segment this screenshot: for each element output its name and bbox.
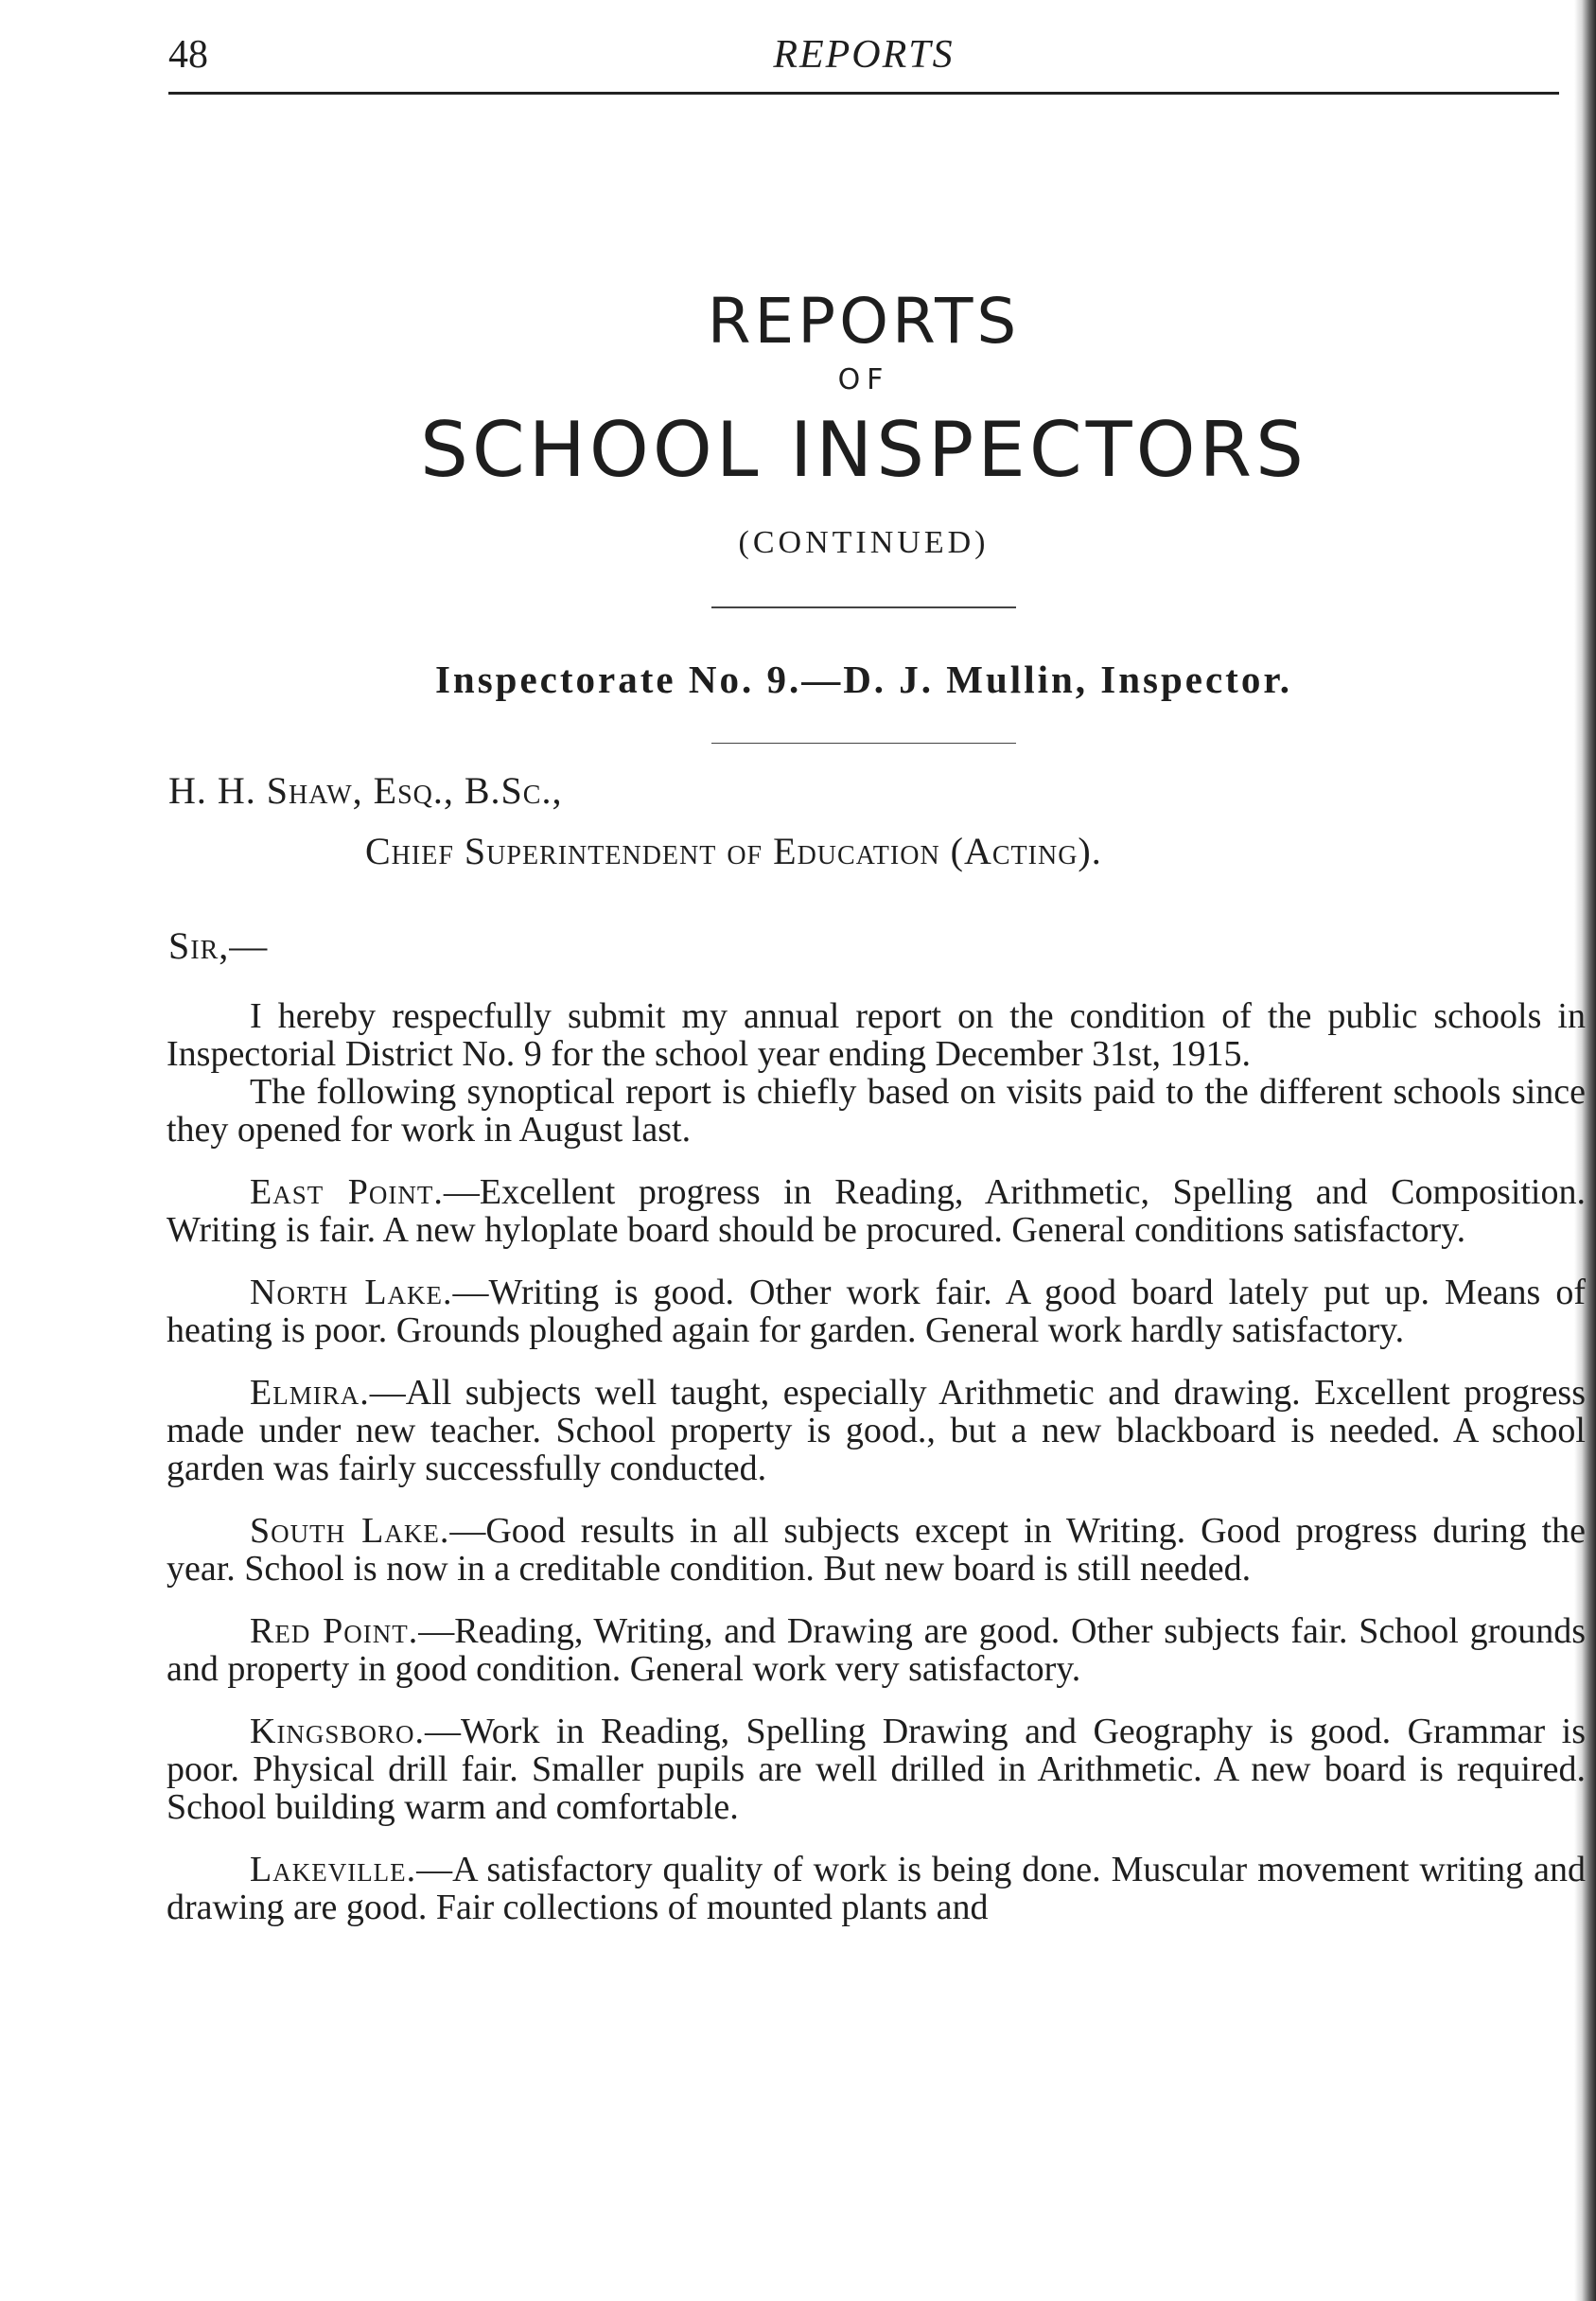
school-report: —Excellent progress in Reading, Arithmetic, Spelling and Composition. Writing is fair. A new hyloplate board should be procured. General conditions satisfactory.	[167, 1172, 1586, 1250]
school-name: Lakeville.	[250, 1850, 417, 1889]
school-entry-red-point	[167, 1612, 1586, 1688]
school-report: —Reading, Writing, and Drawing are good. Other subjects fair. School grounds and property in good condition. General work very satisfactory.	[167, 1611, 1587, 1689]
school-name: North Lake.	[250, 1273, 453, 1312]
school-report: —Work in Reading, Spelling Drawing and Geography is good. Grammar is poor. Physical drill fair. Smaller pupils are well drilled in Arithmetic. A new board is required. School building warm and comfortable.	[167, 1712, 1586, 1827]
inspectorate-heading: Inspectorate No. 9.—D. J. Mullin, Inspector.	[434, 658, 1293, 701]
school-report: —Good results in all subjects except in Writing. Good progress during the year. School is now in a creditable condition. But new board is still needed.	[167, 1511, 1586, 1589]
title-of: OF	[837, 363, 890, 396]
school-entry-north-lake	[167, 1273, 1586, 1349]
title-school-inspectors: SCHOOL INSPECTORS	[420, 406, 1307, 494]
school-name: Elmira.	[250, 1373, 370, 1413]
school-entry-east-point	[167, 1173, 1586, 1249]
page-number: 48	[168, 33, 208, 77]
addressee-title: Chief Superintendent of Education (Acting).	[365, 830, 1102, 872]
title-reports: REPORTS	[707, 285, 1021, 358]
school-entry-south-lake	[167, 1512, 1586, 1588]
addressee: H. H. Shaw, Esq., B.Sc.,	[168, 769, 563, 812]
school-name: East Point.	[250, 1172, 444, 1212]
salutation: Sir,—	[168, 924, 269, 967]
report-body	[167, 997, 1586, 1951]
inspectorate-divider-rule	[711, 743, 1016, 744]
school-name: Red Point.	[250, 1611, 419, 1651]
title-continued: (CONTINUED)	[738, 525, 990, 560]
school-report: —Writing is good. Other work fair. A good board lately put up. Means of heating is poor. Grounds ploughed again for garden. General work hardly satisfactory.	[167, 1273, 1586, 1350]
school-report: —A satisfactory quality of work is being done. Muscular movement writing and drawing are good. Fair collections of mounted plants and	[167, 1850, 1586, 1927]
school-name: South Lake.	[250, 1511, 450, 1551]
running-head	[168, 32, 1559, 89]
school-report: —All subjects well taught, especially Arithmetic and drawing. Excellent progress made under new teacher. School property is good., but a new blackboard is needed. A school garden was fairly successfully conducted.	[167, 1373, 1586, 1488]
running-title: REPORTS	[773, 33, 955, 77]
intro-paragraph: I hereby respecfully submit my annual report on the condition of the public schools in Inspectorial District No. 9 for the school year ending December 31st, 1915.	[167, 996, 1586, 1074]
synopsis-paragraph: The following synoptical report is chiefly based on visits paid to the different schools since they opened for work in August last.	[167, 1072, 1586, 1150]
school-entry-kingsboro	[167, 1713, 1586, 1826]
school-name: Kingsboro.	[250, 1712, 425, 1751]
title-divider-rule	[711, 606, 1016, 608]
header-rule	[168, 92, 1559, 95]
title-block	[168, 284, 1559, 564]
school-entry-lakeville	[167, 1851, 1586, 1926]
school-entry-elmira	[167, 1374, 1586, 1487]
